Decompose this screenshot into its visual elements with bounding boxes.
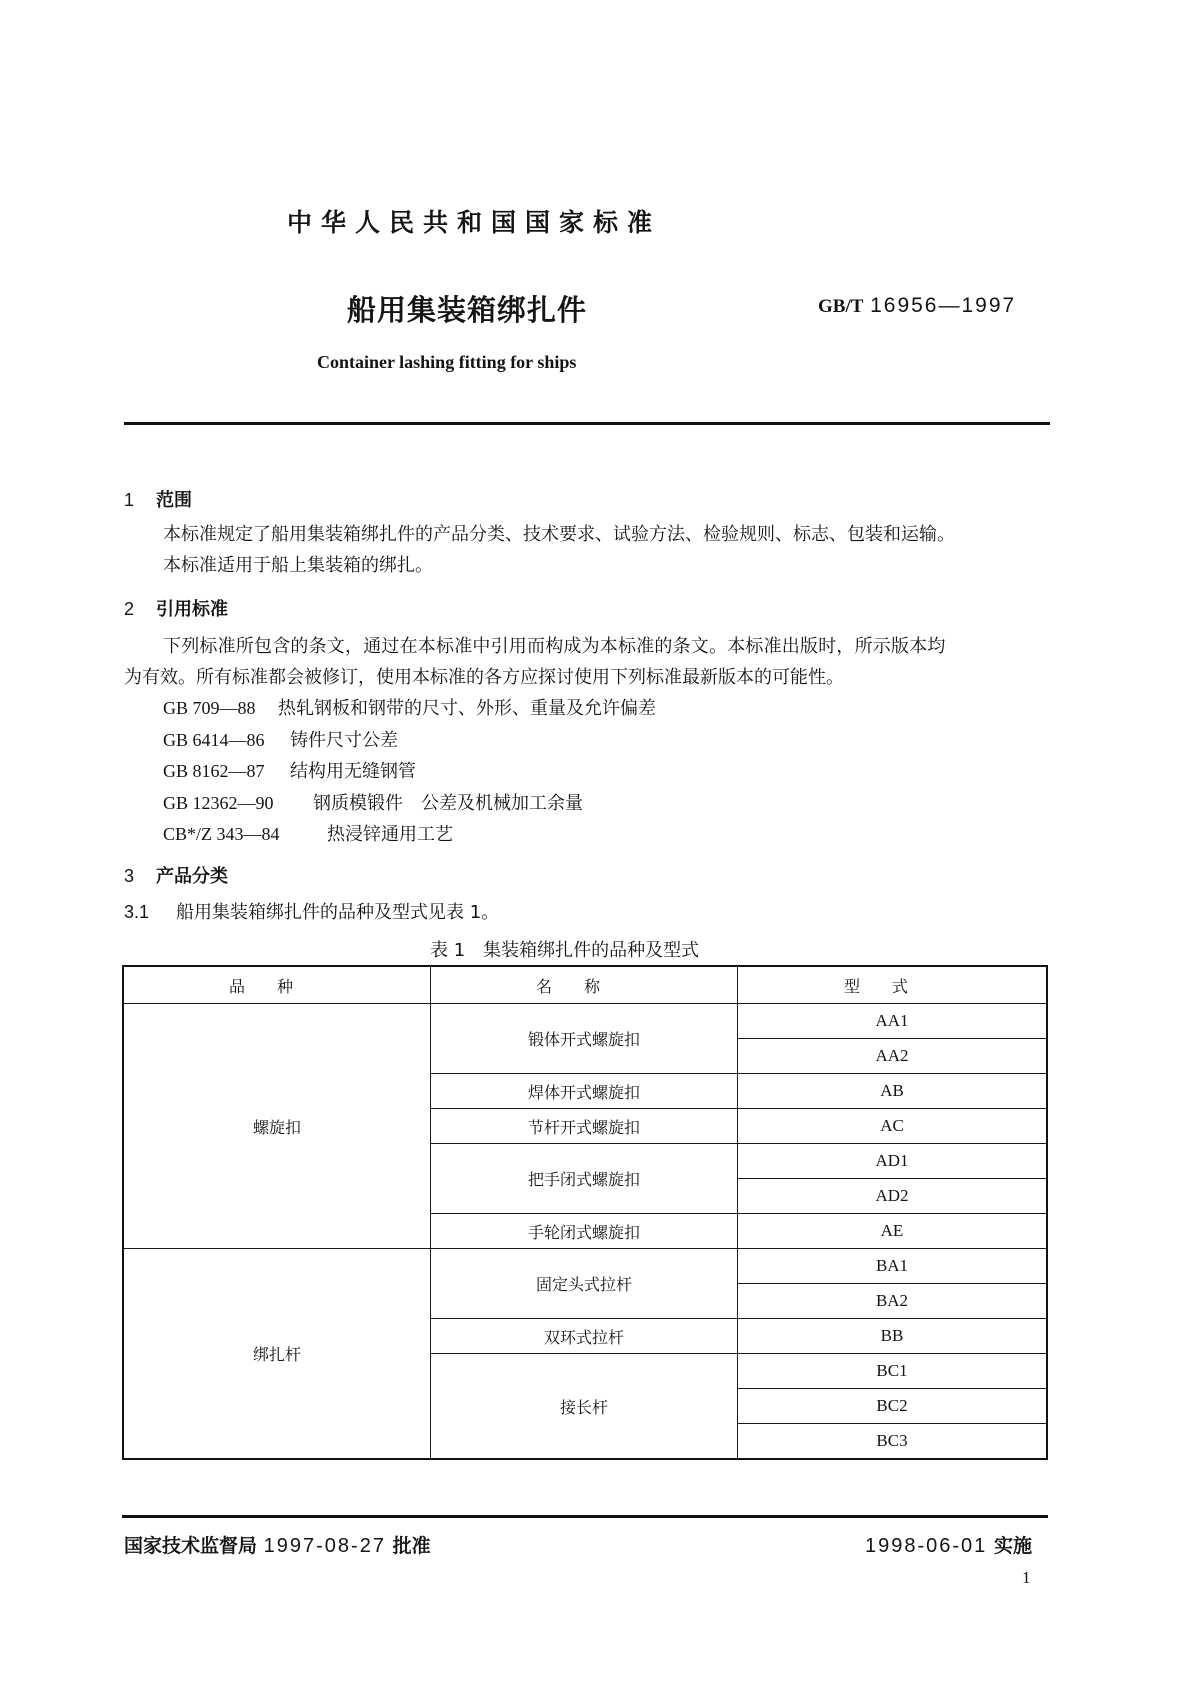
subsection-3-1 bbox=[124, 898, 499, 924]
model-cell: BC3 bbox=[738, 1424, 1048, 1460]
reference-item bbox=[163, 726, 398, 752]
page-number: 1 bbox=[1022, 1568, 1031, 1587]
paragraph: 本标准适用于船上集装箱的绑扎。 bbox=[163, 555, 433, 576]
header-category: 品种 bbox=[123, 966, 431, 1004]
name-cell: 接长杆 bbox=[431, 1354, 738, 1460]
model-cell: AC bbox=[738, 1109, 1048, 1144]
section-title: 产品分类 bbox=[156, 866, 228, 887]
reference-code: GB 6414—86 bbox=[163, 730, 265, 750]
model-cell: AA1 bbox=[738, 1004, 1048, 1039]
name-cell: 锻体开式螺旋扣 bbox=[431, 1004, 738, 1074]
header-model: 型式 bbox=[738, 966, 1048, 1004]
standard-code bbox=[818, 293, 1016, 318]
table-header-row bbox=[123, 966, 1047, 1004]
reference-item bbox=[163, 789, 583, 815]
table-caption: 表 1 集装箱绑扎件的品种及型式 bbox=[430, 940, 700, 961]
name-cell: 把手闭式螺旋扣 bbox=[431, 1144, 738, 1214]
name-cell: 焊体开式螺旋扣 bbox=[431, 1074, 738, 1109]
section-title: 引用标准 bbox=[156, 599, 228, 620]
reference-code: GB 12362—90 bbox=[163, 793, 274, 813]
model-cell: AD2 bbox=[738, 1179, 1048, 1214]
section-heading-normative-references bbox=[124, 595, 228, 621]
table-row bbox=[123, 1004, 1047, 1039]
model-cell: AB bbox=[738, 1074, 1048, 1109]
reference-item bbox=[163, 694, 656, 720]
national-standard-title: 中华人民共和国国家标准 bbox=[287, 208, 662, 237]
model-cell: BA1 bbox=[738, 1249, 1048, 1284]
reference-item bbox=[163, 757, 416, 783]
section-number: 1 bbox=[124, 490, 135, 510]
name-cell: 手轮闭式螺旋扣 bbox=[431, 1214, 738, 1249]
standard-code-number: 16956—1997 bbox=[870, 294, 1017, 317]
subsection-number: 3.1 bbox=[124, 902, 150, 922]
table-lashing-fittings bbox=[122, 965, 1048, 1460]
reference-item bbox=[163, 820, 453, 846]
name-cell: 固定头式拉杆 bbox=[431, 1249, 738, 1319]
approval-date: 1997-08-27 bbox=[263, 1535, 386, 1557]
section-number: 3 bbox=[124, 866, 135, 886]
standard-code-prefix: GB/T bbox=[818, 296, 864, 317]
paragraph: 下列标准所包含的条文，通过在本标准中引用而构成为本标准的条文。本标准出版时，所示版本均 bbox=[163, 636, 946, 657]
section-heading-scope bbox=[124, 486, 192, 512]
english-title: Container lashing fitting for ships bbox=[317, 352, 577, 372]
footer-divider bbox=[122, 1515, 1048, 1518]
reference-title: 结构用无缝钢管 bbox=[290, 761, 416, 782]
approval-org: 国家技术监督局 bbox=[124, 1535, 258, 1557]
reference-code: GB 709—88 bbox=[163, 698, 256, 718]
name-cell: 节杆开式螺旋扣 bbox=[431, 1109, 738, 1144]
paragraph: 为有效。所有标准都会被修订，使用本标准的各方应探讨使用下列标准最新版本的可能性。 bbox=[124, 667, 844, 688]
model-cell: BC2 bbox=[738, 1389, 1048, 1424]
header-divider bbox=[124, 422, 1050, 425]
name-cell: 双环式拉杆 bbox=[431, 1319, 738, 1354]
reference-code: CB*/Z 343—84 bbox=[163, 824, 280, 844]
section-number: 2 bbox=[124, 599, 135, 619]
reference-title: 热轧钢板和钢带的尺寸、外形、重量及允许偏差 bbox=[278, 698, 656, 719]
section-heading-product-classification bbox=[124, 862, 228, 888]
effective-label: 实施 bbox=[993, 1535, 1032, 1557]
reference-title: 钢质模锻件 公差及机械加工余量 bbox=[313, 793, 583, 814]
header-name: 名称 bbox=[431, 966, 738, 1004]
category-cell: 绑扎杆 bbox=[123, 1249, 431, 1460]
paragraph: 本标准规定了船用集装箱绑扎件的产品分类、技术要求、试验方法、检验规则、标志、包装和运输。 bbox=[163, 524, 955, 545]
subsection-text: 船用集装箱绑扎件的品种及型式见表 1。 bbox=[176, 902, 500, 923]
model-cell: AD1 bbox=[738, 1144, 1048, 1179]
category-cell: 螺旋扣 bbox=[123, 1004, 431, 1249]
reference-title: 铸件尺寸公差 bbox=[290, 730, 398, 751]
model-cell: AE bbox=[738, 1214, 1048, 1249]
effective-date: 1998-06-01 bbox=[865, 1535, 988, 1557]
model-cell: BA2 bbox=[738, 1284, 1048, 1319]
approval-info bbox=[124, 1531, 431, 1558]
section-title: 范围 bbox=[156, 490, 192, 511]
model-cell: BC1 bbox=[738, 1354, 1048, 1389]
approval-label: 批准 bbox=[392, 1535, 431, 1557]
model-cell: BB bbox=[738, 1319, 1048, 1354]
table-row bbox=[123, 1249, 1047, 1284]
reference-code: GB 8162—87 bbox=[163, 761, 265, 781]
document-title: 船用集装箱绑扎件 bbox=[347, 293, 588, 327]
model-cell: AA2 bbox=[738, 1039, 1048, 1074]
reference-title: 热浸锌通用工艺 bbox=[327, 824, 453, 845]
effective-info bbox=[865, 1531, 1032, 1558]
